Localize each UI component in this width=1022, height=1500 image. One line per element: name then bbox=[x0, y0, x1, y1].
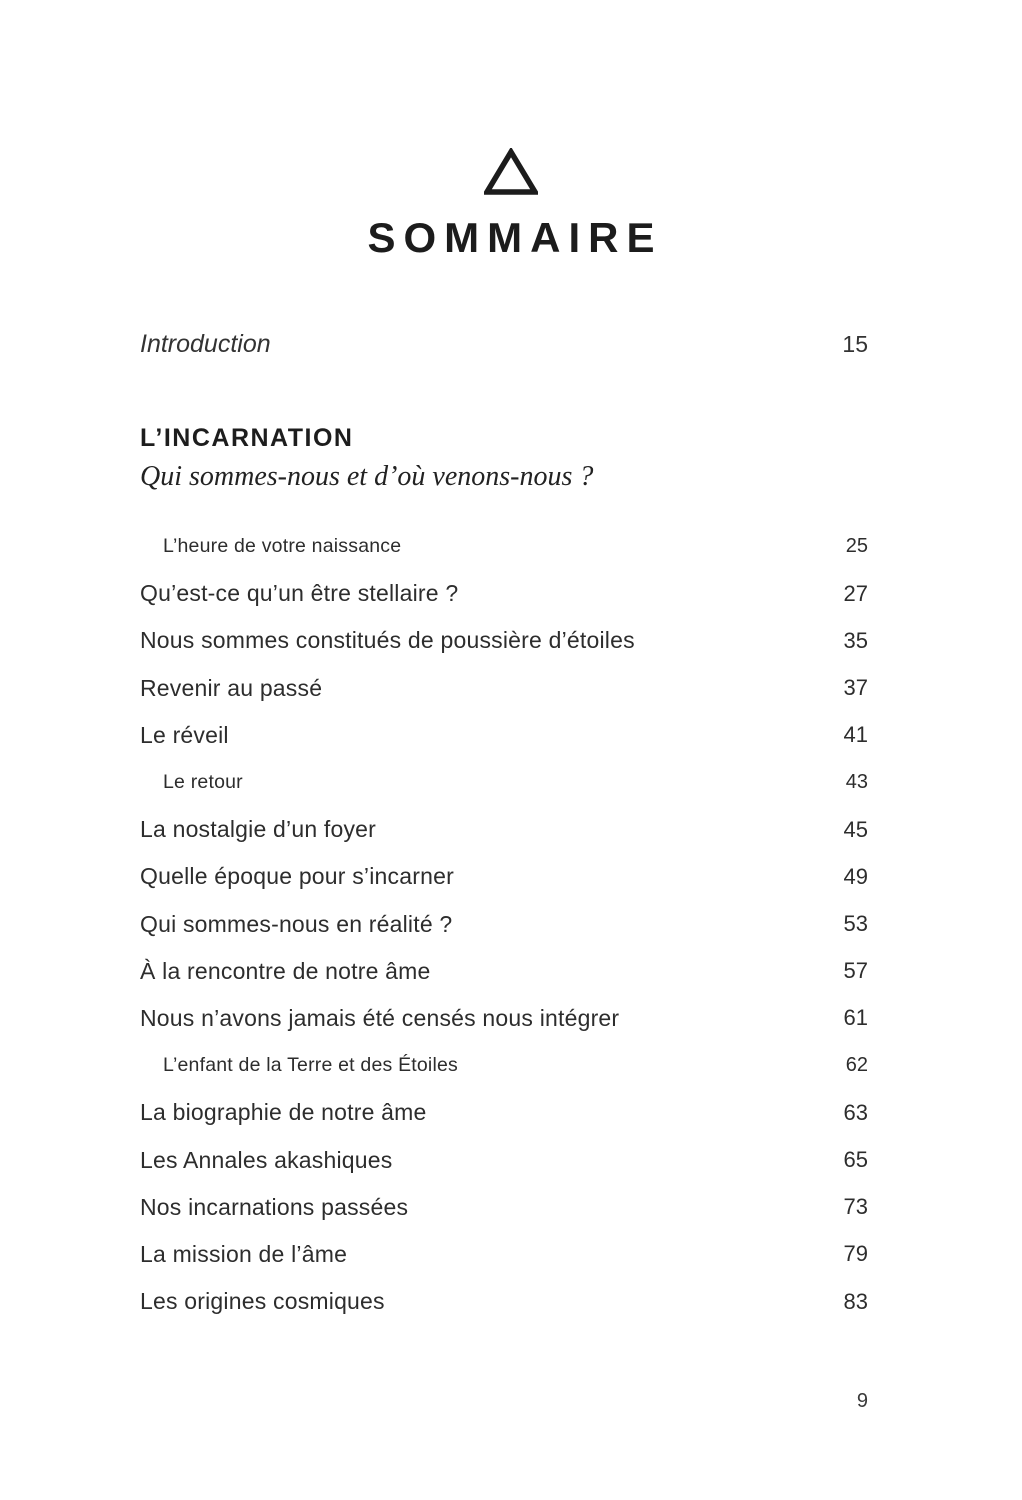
toc-entry-page-number: 57 bbox=[843, 958, 868, 984]
toc-entry-row bbox=[140, 759, 868, 806]
intro-page-number: 15 bbox=[842, 331, 868, 357]
toc-list bbox=[140, 523, 868, 1325]
intro-label: Introduction bbox=[140, 330, 271, 358]
toc-entry-row bbox=[140, 617, 868, 664]
toc-entry-label: Revenir au passé bbox=[140, 674, 323, 701]
toc-entry-row bbox=[140, 1278, 868, 1325]
toc-entry-row bbox=[140, 1231, 868, 1278]
toc-header bbox=[0, 148, 1022, 262]
toc-entry-page-number: 62 bbox=[845, 1054, 868, 1077]
toc-entry-label: Qu’est-ce qu’un être stellaire ? bbox=[140, 580, 459, 607]
toc-entry-label: À la rencontre de notre âme bbox=[140, 957, 431, 984]
toc-entry-page-number: 43 bbox=[845, 771, 868, 794]
toc-entry-page-number: 83 bbox=[843, 1288, 868, 1314]
toc-entry-label: La mission de l’âme bbox=[140, 1240, 348, 1267]
toc-entry-page-number: 61 bbox=[843, 1005, 868, 1031]
toc-entry-page-number: 73 bbox=[843, 1194, 868, 1220]
toc-entry-label: Les Annales akashiques bbox=[140, 1146, 393, 1173]
toc-entry-page-number: 65 bbox=[843, 1147, 868, 1173]
toc-entry-row bbox=[140, 1184, 868, 1231]
toc-entry-row bbox=[140, 665, 868, 712]
toc-entry-page-number: 45 bbox=[843, 816, 868, 842]
toc-entry-label: Nous n’avons jamais été censés nous intégrer bbox=[140, 1004, 620, 1031]
toc-entry-label: Quelle époque pour s’incarner bbox=[140, 863, 454, 890]
intro-row bbox=[140, 330, 868, 359]
toc-entry-page-number: 41 bbox=[843, 722, 868, 748]
section-heading: L’INCARNATION bbox=[140, 424, 354, 452]
toc-entry-label: Le réveil bbox=[140, 721, 229, 748]
triangle-icon bbox=[484, 148, 538, 201]
toc-entry-row bbox=[140, 948, 868, 995]
toc-entry-row bbox=[140, 1136, 868, 1183]
toc-entry-label: Le retour bbox=[163, 771, 243, 794]
toc-entry-row bbox=[140, 523, 868, 570]
toc-entry-row bbox=[140, 1089, 868, 1136]
section-subtitle: Qui sommes-nous et d’où venons-nous ? bbox=[140, 461, 594, 492]
toc-entry-label: L’enfant de la Terre et des Étoiles bbox=[163, 1054, 458, 1077]
toc-entry-page-number: 25 bbox=[845, 535, 868, 558]
footer-page-number: 9 bbox=[856, 1390, 868, 1412]
toc-entry-row bbox=[140, 995, 868, 1042]
toc-entry-page-number: 63 bbox=[843, 1099, 868, 1125]
toc-entry-label: L’heure de votre naissance bbox=[163, 535, 402, 558]
toc-entry-row bbox=[140, 1042, 868, 1089]
toc-entry-row bbox=[140, 570, 868, 617]
toc-entry-page-number: 53 bbox=[843, 911, 868, 937]
toc-entry-label: Nos incarnations passées bbox=[140, 1193, 409, 1220]
toc-entry-page-number: 49 bbox=[843, 863, 868, 889]
toc-entry-row bbox=[140, 806, 868, 853]
toc-entry-label: Les origines cosmiques bbox=[140, 1288, 385, 1315]
toc-entry-page-number: 79 bbox=[843, 1241, 868, 1267]
toc-entry-row bbox=[140, 712, 868, 759]
toc-entry-label: Qui sommes-nous en réalité ? bbox=[140, 910, 453, 937]
toc-entry-page-number: 37 bbox=[843, 675, 868, 701]
toc-entry-label: La nostalgie d’un foyer bbox=[140, 816, 377, 843]
toc-entry-label: La biographie de notre âme bbox=[140, 1099, 427, 1126]
toc-entry-page-number: 27 bbox=[843, 580, 868, 606]
toc-entry-page-number: 35 bbox=[843, 627, 868, 653]
toc-entry-label: Nous sommes constitués de poussière d’étoiles bbox=[140, 627, 635, 654]
toc-entry-row bbox=[140, 901, 868, 948]
toc-entry-row bbox=[140, 853, 868, 900]
page-title: SOMMAIRE bbox=[367, 214, 663, 261]
